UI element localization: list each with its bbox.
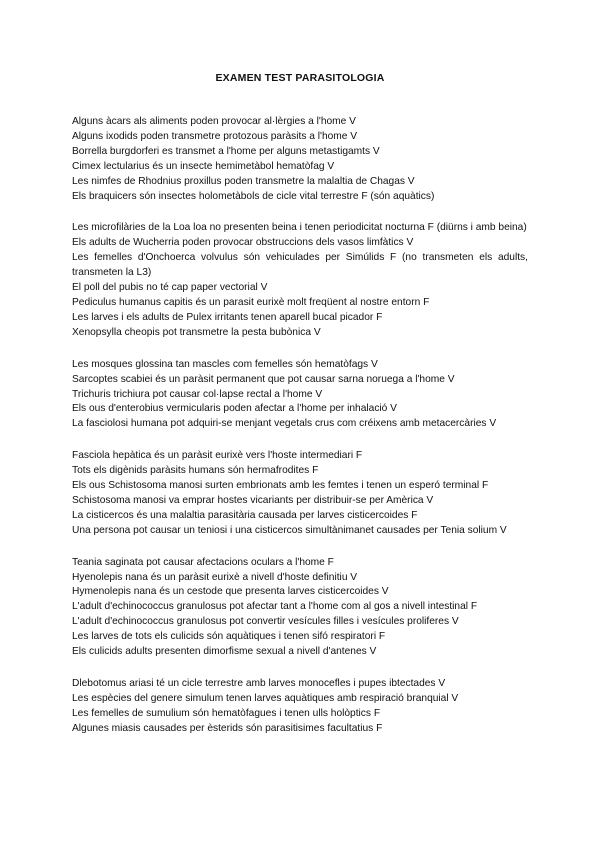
question-line: Xenopsylla cheopis pot transmetre la pesta bubònica V — [72, 326, 321, 338]
question-line: L'adult d'echinococcus granulosus pot convertir vesícules filles i vesícules proliferes V — [72, 616, 459, 628]
question-block — [72, 358, 528, 433]
question-line: Les microfilàries de la Loa loa no presenten beina i tenen periodicitat nocturna F (diürns i amb beina) — [72, 222, 527, 234]
question-line: Alguns àcars als aliments poden provocar al·lèrgies a l'home V — [72, 116, 356, 127]
question-line: Les mosques glossina tan mascles com femelles són hematòfags V — [72, 358, 378, 370]
question-line: Dlebotomus ariasi té un cicle terrestre amb larves monocefles i pupes ibtectades V — [72, 678, 446, 689]
question-line: Les femelles d'Onchoerca volvulus són vehiculades per Simúlids F (no transmeten els adults, transmeten la L3) — [72, 252, 528, 279]
question-line: Teania saginata pot causar afectacions oculars a l'home F — [72, 556, 334, 568]
question-line: Cimex lectularius és un insecte hemimetàbol hematòfag V — [72, 160, 335, 172]
question-line: Fasciola hepàtica és un paràsit eurixè vers l'hoste intermediari F — [72, 450, 363, 462]
question-line: Pediculus humanus capitis és un parasit eurixè molt freqüent al nostre entorn F — [72, 296, 430, 308]
question-line: Hyenolepis nana és un paràsit eurixè a nivell d'hoste definitiu V — [72, 571, 358, 583]
question-line: Una persona pot causar un teniosi i una cisticercos simultànimanet causades per Tenia solium V — [72, 524, 507, 536]
question-line: Alguns ixodids poden transmetre protozous paràsits a l'home V — [72, 130, 358, 142]
question-line: Els ous Schistosoma manosi surten embrionats amb les femtes i tenen un esperó terminal F — [72, 480, 489, 492]
page-title: EXAMEN TEST PARASITOLOGIA — [215, 72, 385, 84]
question-line: L'adult d'echinococcus granulosus pot afectar tant a l'home com al gos a nivell intestinal F — [72, 601, 478, 613]
question-line: Les nimfes de Rhodnius proxillus poden transmetre la malaltia de Chagas V — [72, 175, 415, 187]
question-line: Algunes miasis causades per èsterids són parasitisimes facultatius F — [72, 722, 383, 734]
question-line: El poll del pubis no té cap paper vectorial V — [72, 282, 268, 294]
question-line: Els braquicers són insectes holometàbols de cicle vital terrestre F (són aquàtics) — [72, 190, 435, 202]
question-line: Tots els digènids paràsits humans són hermafrodites F — [72, 465, 319, 477]
question-line: Els adults de Wucherria poden provocar obstruccions dels vasos limfàtics V — [72, 237, 414, 249]
question-line: Hymenolepis nana és un cestode que presenta larves cisticercoides V — [72, 586, 389, 598]
question-line: Les larves i els adults de Pulex irritants tenen aparell bucal picador F — [72, 311, 383, 323]
question-line: Les femelles de sumulium són hematòfagues i tenen ulls holòptics F — [72, 707, 381, 719]
question-block — [72, 221, 528, 340]
question-line: Les espècies del genere simulum tenen larves aquàtiques amb respiració branquial V — [72, 692, 459, 704]
question-line: Trichuris trichiura pot causar col·lapse rectal a l'home V — [72, 388, 323, 400]
question-line: La cisticercos és una malaltia parasitària causada per larves cisticercoides F — [72, 509, 418, 521]
question-line: Els ous d'enterobius vermicularis poden afectar a l'home per inhalació V — [72, 403, 397, 415]
question-line: Les larves de tots els culicids són aquàtiques i tenen sifó respiratori F — [72, 631, 386, 643]
question-line: La fasciolosi humana pot adquiri-se menjant vegetals crus com créixens amb metacercàries V — [72, 418, 497, 430]
question-block — [72, 556, 528, 660]
question-block — [72, 115, 528, 204]
question-line: Sarcoptes scabiei és un paràsit permanent que pot causar sarna noruega a l'home V — [72, 373, 455, 385]
question-block — [72, 677, 528, 737]
question-block — [72, 449, 528, 538]
document-body — [72, 115, 528, 754]
question-line: Borrella burgdorferi es transmet a l'home per alguns metastigamts V — [72, 145, 380, 157]
question-line: Schistosoma manosi va emprar hostes vicariants per distribuir-se per Amèrica V — [72, 494, 434, 506]
question-line: Els culicids adults presenten dimorfisme sexual a nivell d'antenes V — [72, 646, 377, 658]
